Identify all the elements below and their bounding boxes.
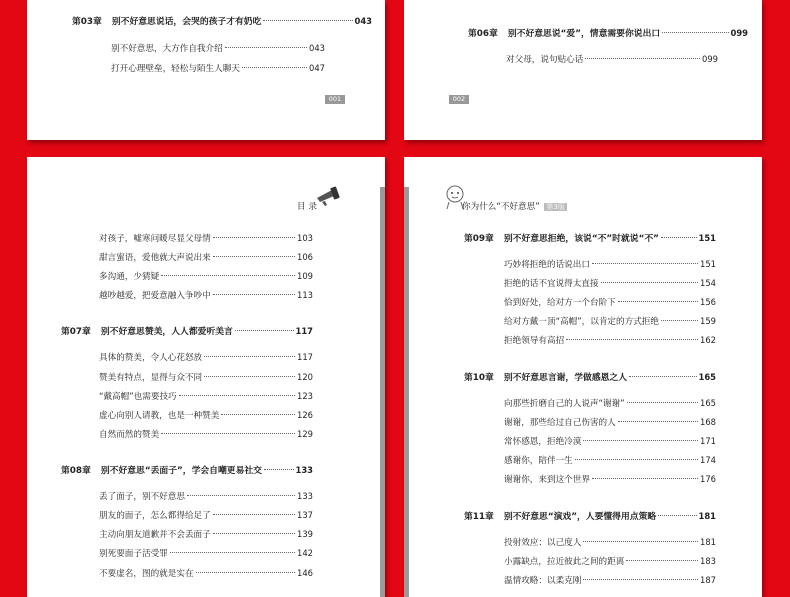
dot-leader <box>618 421 698 422</box>
dot-leader <box>221 414 295 415</box>
chapter-label: 第06章 <box>468 29 498 39</box>
dot-leader <box>225 47 307 48</box>
toc-entry <box>504 334 716 347</box>
dot-leader <box>661 320 698 321</box>
dot-leader <box>213 514 295 515</box>
dot-leader <box>618 301 698 302</box>
toc-chapter-08 <box>61 464 313 477</box>
page-bottom-right <box>404 157 762 597</box>
toc-chapter-07 <box>61 325 313 338</box>
entry-title: 打开心理壁垒，轻松与陌生人聊天 <box>111 64 240 74</box>
page-ref: 043 <box>309 43 325 53</box>
dot-leader <box>264 469 294 470</box>
toc-entry <box>504 555 716 568</box>
dot-leader <box>601 282 698 283</box>
entry-title: 具体的赞美，令人心花怒放 <box>99 353 203 363</box>
page-ref: 156 <box>700 297 716 307</box>
page-ref: 133 <box>297 491 313 501</box>
page-ref: 174 <box>700 455 716 465</box>
dot-leader <box>575 459 698 460</box>
page-top-left <box>27 0 385 140</box>
entry-title: 不要虚名，图的就是实在 <box>99 569 194 579</box>
dot-leader <box>629 376 697 377</box>
page-ref: 181 <box>700 537 716 547</box>
toc-entry <box>99 528 313 541</box>
toc-entry <box>99 270 313 283</box>
entry-title: 温情攻略：以柔克刚 <box>504 576 582 586</box>
toc-entry <box>504 574 716 587</box>
entry-title: 甜言蜜语，爱他就大声说出来 <box>99 253 211 263</box>
entry-title: 丢了面子，别不好意思 <box>99 492 185 502</box>
dot-leader <box>566 339 698 340</box>
dot-leader <box>583 541 698 542</box>
toc-entry <box>504 536 716 549</box>
dot-leader <box>626 560 698 561</box>
entry-title: 别不好意思说话，会哭的孩子才有奶吃 <box>111 17 262 27</box>
toc-entry <box>504 473 716 486</box>
dot-leader <box>583 579 698 580</box>
page-ref: 099 <box>730 28 748 38</box>
dot-leader <box>161 275 295 276</box>
entry-title: 别不好意思“丢面子”，学会自嘲更易社交 <box>100 466 262 476</box>
page-ref: 137 <box>297 510 313 520</box>
toc-entry <box>99 232 313 245</box>
toc-entry <box>99 409 313 422</box>
dot-leader <box>213 237 295 238</box>
page-ref: 123 <box>297 391 313 401</box>
entry-title: 谢谢你，来到这个世界 <box>504 475 590 485</box>
entry-title: 别不好意思说“爱”，情意需要你说出口 <box>507 29 661 39</box>
toc-entry <box>99 428 313 441</box>
toc-entry <box>504 296 716 309</box>
chapter-label: 第07章 <box>61 327 91 337</box>
toc-entry <box>99 567 313 580</box>
toc-chapter-03 <box>72 15 372 28</box>
toc-entry <box>99 509 313 522</box>
entry-title: 给对方戴一顶“高帽”，以肯定的方式拒绝 <box>504 317 659 327</box>
toc-entry <box>99 251 313 264</box>
chapter-label: 第08章 <box>61 466 91 476</box>
entry-title: 朋友的面子，怎么都得给足了 <box>99 511 211 521</box>
page-ref: 183 <box>700 556 716 566</box>
page-ref: 151 <box>698 233 716 243</box>
dot-leader <box>204 376 295 377</box>
entry-title: 别不好意思，大方作自我介绍 <box>111 44 223 54</box>
page-ref: 151 <box>700 259 716 269</box>
entry-title: 主动向朋友道歉并不会丢面子 <box>99 530 211 540</box>
page-ref: 171 <box>700 436 716 446</box>
entry-title: 对孩子，嘘寒问暖尽显父母情 <box>99 234 211 244</box>
dot-leader <box>658 515 696 516</box>
toc-entry <box>504 454 716 467</box>
page-ref: 187 <box>700 575 716 585</box>
dot-leader <box>213 256 295 257</box>
page-ref: 117 <box>295 326 313 336</box>
toc-entry <box>504 435 716 448</box>
running-header: 目 录 <box>297 202 317 212</box>
dot-leader <box>170 552 295 553</box>
page-ref: 117 <box>297 352 313 362</box>
toc-chapter-09 <box>464 232 716 245</box>
dot-leader <box>179 395 295 396</box>
entry-title: 别不好意思拒绝，该说“不”时就说“不” <box>503 234 659 244</box>
page-ref: 047 <box>309 63 325 73</box>
page-ref: 120 <box>297 372 313 382</box>
page-edge-bar <box>404 187 409 597</box>
dot-leader <box>662 32 728 33</box>
page-ref: 126 <box>297 410 313 420</box>
entry-title: 恰到好处，给对方一个台阶下 <box>504 298 616 308</box>
toc-entry <box>504 277 716 290</box>
entry-title: 向那些折磨自己的人说声“谢谢” <box>504 399 625 409</box>
page-ref: 176 <box>700 474 716 484</box>
toc-chapter-11 <box>464 510 716 523</box>
page-bottom-left <box>27 157 385 597</box>
page-ref: 113 <box>297 290 313 300</box>
page-ref: 154 <box>700 278 716 288</box>
page-ref: 129 <box>297 429 313 439</box>
toc-entry <box>504 258 716 271</box>
dot-leader <box>161 433 295 434</box>
page-number: 002 <box>449 95 469 104</box>
entry-title: 多沟通，少猜疑 <box>99 272 160 282</box>
dot-leader <box>627 402 698 403</box>
page-ref: 165 <box>698 372 716 382</box>
page-ref: 168 <box>700 417 716 427</box>
entry-title: 别死要面子活受罪 <box>99 549 168 559</box>
dot-leader <box>263 20 352 21</box>
toc-entry <box>99 289 313 302</box>
page-ref: 099 <box>702 54 718 64</box>
toc-entry <box>99 490 313 503</box>
dot-leader <box>592 263 698 264</box>
entry-title: 自然而然的赞美 <box>99 430 160 440</box>
dot-leader <box>204 356 295 357</box>
page-ref: 109 <box>297 271 313 281</box>
entry-title: 拒绝领导有高招 <box>504 336 565 346</box>
page-edge-bar <box>380 187 385 597</box>
entry-title: 常怀感恩，拒绝冷漠 <box>504 437 582 447</box>
edition-badge: 第3版 <box>546 203 565 211</box>
dot-leader <box>187 495 295 496</box>
page-ref: 142 <box>297 548 313 558</box>
page-ref: 146 <box>297 568 313 578</box>
toc-entry <box>504 397 716 410</box>
page-ref: 106 <box>297 252 313 262</box>
toc-entry <box>504 315 716 328</box>
page-ref: 181 <box>698 511 716 521</box>
entry-title: 别不好意思言谢，学做感恩之人 <box>503 373 628 383</box>
page-top-right <box>404 0 762 140</box>
page-ref: 133 <box>295 465 313 475</box>
toc-entry <box>111 42 325 55</box>
toc-chapter-06 <box>468 27 748 40</box>
megaphone-icon <box>314 183 344 207</box>
page-ref: 043 <box>354 16 372 26</box>
entry-title: 别不好意思“演戏”，人要懂得用点策略 <box>503 512 657 522</box>
page-number: 001 <box>325 95 345 104</box>
toc-entry <box>504 416 716 429</box>
entry-title: 小露缺点，拉近彼此之间的距离 <box>504 557 625 567</box>
toc-entry <box>99 390 313 403</box>
dot-leader <box>242 67 307 68</box>
chapter-label: 第09章 <box>464 234 494 244</box>
dot-leader <box>583 440 698 441</box>
entry-title: 巧妙将拒绝的话说出口 <box>504 260 590 270</box>
page-ref: 162 <box>700 335 716 345</box>
toc-entry <box>506 53 718 66</box>
toc-chapter-10 <box>464 371 716 384</box>
dot-leader <box>592 478 698 479</box>
page-ref: 103 <box>297 233 313 243</box>
chapter-label: 第03章 <box>72 17 102 27</box>
dot-leader <box>196 572 295 573</box>
toc-entry <box>99 351 313 364</box>
chapter-label: 第10章 <box>464 373 494 383</box>
toc-entry <box>99 547 313 560</box>
entry-title: “戴高帽”也需要技巧 <box>99 392 177 402</box>
page-ref: 159 <box>700 316 716 326</box>
toc-entry <box>99 371 313 384</box>
running-header: 你为什么“不好意思” 第3版 <box>462 202 565 212</box>
dot-leader <box>235 330 294 331</box>
entry-title: 对父母，说句贴心话 <box>506 55 584 65</box>
page-ref: 139 <box>297 529 313 539</box>
entry-title: 拒绝的话不宜说得太直接 <box>504 279 599 289</box>
entry-title: 谢谢，那些给过自己伤害的人 <box>504 418 616 428</box>
chapter-label: 第11章 <box>464 512 494 522</box>
entry-title: 感谢你，陪伴一生 <box>504 456 573 466</box>
page-ref: 165 <box>700 398 716 408</box>
toc-entry <box>111 62 325 75</box>
dot-leader <box>213 294 295 295</box>
dot-leader <box>585 58 700 59</box>
entry-title: 别不好意思赞美，人人都爱听美言 <box>100 327 233 337</box>
entry-title: 虚心向别人请教，也是一种赞美 <box>99 411 220 421</box>
entry-title: 投射效应：以己度人 <box>504 538 582 548</box>
dot-leader <box>213 533 295 534</box>
entry-title: 赞美有特点，显得与众不同 <box>99 373 203 383</box>
entry-title: 越吵越爱，把爱意融入争吵中 <box>99 291 211 301</box>
dot-leader <box>661 237 697 238</box>
